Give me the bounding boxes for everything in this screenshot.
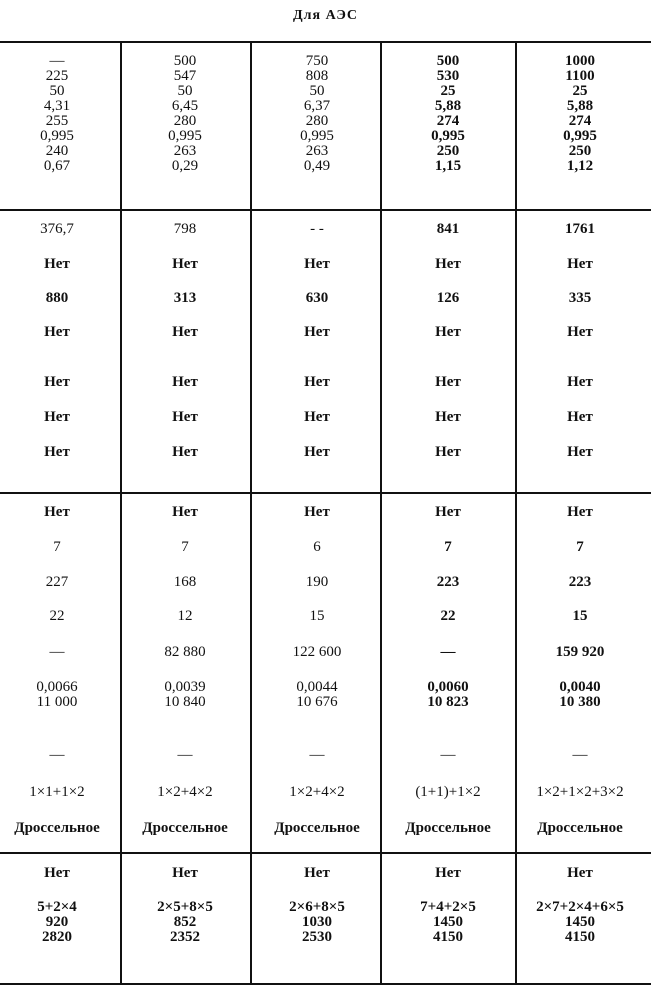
cell-line: 10 840 xyxy=(164,694,206,710)
cell-line: 1,12 xyxy=(566,158,594,174)
table-cell: Дроссельное xyxy=(274,820,360,836)
table-cell: Нет xyxy=(172,865,198,881)
table-cell xyxy=(515,680,645,710)
table-cell: 630 xyxy=(305,290,329,306)
cell-line: 1100 xyxy=(565,68,595,84)
table-cell xyxy=(383,680,513,710)
table-cell: Нет xyxy=(304,504,330,520)
table-cell: 335 xyxy=(568,290,592,306)
table-cell: 22 xyxy=(49,608,65,624)
cell-line: 274 xyxy=(568,113,592,129)
table-cell xyxy=(383,900,513,945)
table-cell: Нет xyxy=(435,256,461,272)
table-cell: Нет xyxy=(172,256,198,272)
cell-line: 10 823 xyxy=(427,694,469,710)
table-cell: — xyxy=(49,644,65,660)
table-cell: 313 xyxy=(173,290,197,306)
cell-line: 530 xyxy=(436,68,460,84)
table-cell: 1×1+1×2 xyxy=(29,784,85,800)
table-cell: Дроссельное xyxy=(14,820,100,836)
cell-line: 2820 xyxy=(42,929,72,945)
table-cell: Нет xyxy=(435,504,461,520)
cell-line: 5,88 xyxy=(434,98,462,114)
table-cell: 227 xyxy=(45,574,69,590)
table-cell: Нет xyxy=(172,504,198,520)
cell-line: 6,45 xyxy=(171,98,199,114)
table-cell: Нет xyxy=(435,409,461,425)
cell-line: 0,0040 xyxy=(559,679,601,695)
cell-line: 7+4+2×5 xyxy=(420,899,476,915)
cell-line: 4,31 xyxy=(43,98,71,114)
horizontal-rule xyxy=(0,41,651,43)
cell-line: 50 xyxy=(177,83,193,99)
table-cell: 7 xyxy=(53,539,61,555)
cell-line: 0,0060 xyxy=(427,679,469,695)
cell-line: 0,995 xyxy=(431,128,465,144)
cell-line: 0,0044 xyxy=(296,679,338,695)
table-cell: Нет xyxy=(44,504,70,520)
table-cell: 22 xyxy=(440,608,456,624)
cell-line: 263 xyxy=(305,143,329,159)
table-cell: Нет xyxy=(435,374,461,390)
cell-line: 0,995 xyxy=(40,128,74,144)
cell-line: 1030 xyxy=(302,914,332,930)
table-cell: 798 xyxy=(173,221,197,237)
table-title: Для АЭС xyxy=(293,8,358,23)
table-cell xyxy=(0,54,122,174)
table-cell: Нет xyxy=(567,256,593,272)
table-cell xyxy=(515,900,645,945)
table-cell xyxy=(120,54,250,174)
table-cell: Нет xyxy=(304,324,330,340)
table-cell xyxy=(0,680,122,710)
cell-line: 280 xyxy=(305,113,329,129)
table-cell: Нет xyxy=(172,409,198,425)
table-cell xyxy=(120,900,250,945)
table-cell: 1×2+1×2+3×2 xyxy=(536,784,624,800)
cell-line: 0,995 xyxy=(300,128,334,144)
cell-line: 25 xyxy=(440,83,456,99)
table-cell xyxy=(120,680,250,710)
cell-line: 0,0039 xyxy=(164,679,206,695)
table-cell xyxy=(383,54,513,174)
cell-line: 1000 xyxy=(565,53,595,69)
table-cell: 7 xyxy=(576,539,584,555)
table-cell: Нет xyxy=(44,324,70,340)
table-cell: Нет xyxy=(567,409,593,425)
table-cell: — xyxy=(49,747,65,763)
table-cell: — xyxy=(440,747,456,763)
table-cell: 15 xyxy=(309,608,325,624)
cell-line: 250 xyxy=(568,143,592,159)
table-cell: Нет xyxy=(304,444,330,460)
cell-line: 0,29 xyxy=(171,158,199,174)
table-cell: 880 xyxy=(45,290,69,306)
cell-line: 5+2×4 xyxy=(37,899,77,915)
cell-line: 4150 xyxy=(565,929,595,945)
table-cell: Нет xyxy=(435,444,461,460)
cell-line: 2×6+8×5 xyxy=(289,899,345,915)
table-cell: 126 xyxy=(436,290,460,306)
table-cell: — xyxy=(572,747,588,763)
table-cell: Нет xyxy=(304,409,330,425)
table-cell: — xyxy=(177,747,193,763)
table-cell: Нет xyxy=(435,324,461,340)
cell-line: 1450 xyxy=(565,914,595,930)
table-cell xyxy=(515,54,645,174)
table-cell: 841 xyxy=(436,221,460,237)
cell-line: 2352 xyxy=(170,929,200,945)
table-cell: - - xyxy=(310,221,324,237)
cell-line: 25 xyxy=(572,83,588,99)
cell-line: 2×7+2×4+6×5 xyxy=(536,899,624,915)
cell-line: 808 xyxy=(305,68,329,84)
table-cell: Дроссельное xyxy=(142,820,228,836)
table-cell: Нет xyxy=(567,504,593,520)
cell-line: 6,37 xyxy=(303,98,331,114)
table-cell: 7 xyxy=(181,539,189,555)
table-cell xyxy=(252,900,382,945)
horizontal-rule xyxy=(0,852,651,854)
table-cell: Нет xyxy=(567,374,593,390)
table-cell: Нет xyxy=(44,409,70,425)
cell-line: 50 xyxy=(49,83,65,99)
cell-line: 0,67 xyxy=(43,158,71,174)
cell-line: 5,88 xyxy=(566,98,594,114)
cell-line: 500 xyxy=(436,53,460,69)
cell-line: 0,995 xyxy=(168,128,202,144)
table-cell: 223 xyxy=(436,574,460,590)
cell-line: 10 676 xyxy=(296,694,338,710)
cell-line: 274 xyxy=(436,113,460,129)
cell-line: 2530 xyxy=(302,929,332,945)
table-cell xyxy=(0,900,122,945)
table-cell: Нет xyxy=(567,444,593,460)
table-cell: Нет xyxy=(304,256,330,272)
table-cell xyxy=(252,54,382,174)
table-cell: — xyxy=(440,644,456,660)
table-cell: Нет xyxy=(172,324,198,340)
table-cell: Нет xyxy=(44,256,70,272)
cell-line: 2×5+8×5 xyxy=(157,899,213,915)
table-cell: Нет xyxy=(44,444,70,460)
cell-line: 255 xyxy=(45,113,69,129)
table-cell: Нет xyxy=(44,374,70,390)
cell-line: 225 xyxy=(45,68,69,84)
table-cell: 122 600 xyxy=(292,644,342,660)
table-cell: 1×2+4×2 xyxy=(289,784,345,800)
table-cell: 168 xyxy=(173,574,197,590)
table-cell: 7 xyxy=(444,539,452,555)
cell-line: 750 xyxy=(305,53,329,69)
table-cell: 376,7 xyxy=(40,221,74,237)
table-cell: (1+1)+1×2 xyxy=(415,784,481,800)
table-cell: 223 xyxy=(568,574,592,590)
cell-line: 240 xyxy=(45,143,69,159)
table-cell: Нет xyxy=(435,865,461,881)
table-cell: 1×2+4×2 xyxy=(157,784,213,800)
cell-line: — xyxy=(49,53,65,69)
table-cell: 82 880 xyxy=(164,644,206,660)
table-cell: Нет xyxy=(304,374,330,390)
cell-line: 0,995 xyxy=(563,128,597,144)
cell-line: 263 xyxy=(173,143,197,159)
cell-line: 1450 xyxy=(433,914,463,930)
table-cell: Нет xyxy=(172,444,198,460)
table-cell: Дроссельное xyxy=(537,820,623,836)
table-cell: Нет xyxy=(567,865,593,881)
table-cell: Нет xyxy=(304,865,330,881)
cell-line: 547 xyxy=(173,68,197,84)
table-cell xyxy=(252,680,382,710)
table-cell: — xyxy=(309,747,325,763)
cell-line: 0,0066 xyxy=(36,679,78,695)
table-cell: 159 920 xyxy=(555,644,605,660)
cell-line: 0,49 xyxy=(303,158,331,174)
horizontal-rule xyxy=(0,492,651,494)
table-cell: Нет xyxy=(44,865,70,881)
cell-line: 920 xyxy=(45,914,69,930)
table-cell: 6 xyxy=(313,539,321,555)
cell-line: 1,15 xyxy=(434,158,462,174)
cell-line: 10 380 xyxy=(559,694,601,710)
cell-line: 280 xyxy=(173,113,197,129)
table-cell: 15 xyxy=(572,608,588,624)
cell-line: 852 xyxy=(173,914,197,930)
cell-line: 11 000 xyxy=(36,694,78,710)
table-cell: 190 xyxy=(305,574,329,590)
cell-line: 500 xyxy=(173,53,197,69)
cell-line: 250 xyxy=(436,143,460,159)
table-cell: Нет xyxy=(567,324,593,340)
table-cell: 12 xyxy=(177,608,193,624)
table-cell: 1761 xyxy=(565,221,595,237)
horizontal-rule xyxy=(0,209,651,211)
cell-line: 50 xyxy=(309,83,325,99)
cell-line: 4150 xyxy=(433,929,463,945)
table-cell: Дроссельное xyxy=(405,820,491,836)
table-cell: Нет xyxy=(172,374,198,390)
